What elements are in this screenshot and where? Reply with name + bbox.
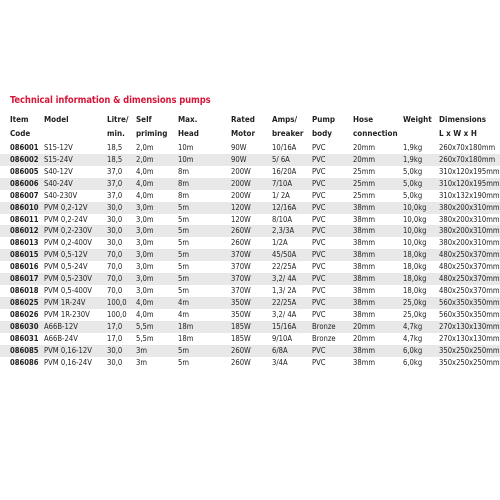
cell-pump-body: PVC	[312, 297, 326, 307]
cell-amps-breaker: 6/8A	[272, 345, 288, 355]
cell-rated-motor: 120W	[231, 202, 251, 212]
cell-litre-min: 18,5	[107, 143, 123, 152]
cell-rated-motor: 200W	[231, 178, 251, 188]
cell-dimensions: 260x70x180mm	[439, 143, 496, 152]
cell-rated-motor: 200W	[231, 190, 251, 200]
cell-item-code: 086025	[10, 297, 39, 307]
cell-amps-breaker: 45/50A	[272, 250, 297, 260]
cell-model: S40-230V	[44, 190, 78, 200]
cell-item-code: 086085	[10, 345, 39, 355]
cell-max-head: 5m	[178, 286, 190, 296]
cell-litre-min: 100,0	[107, 309, 127, 319]
cell-model: PVM 0,16-24V	[44, 357, 92, 367]
cell-rated-motor: 185W	[231, 321, 251, 331]
cell-litre-min: 70,0	[107, 286, 123, 296]
cell-weight: 6,0kg	[403, 357, 423, 367]
cell-weight: 1,9kg	[403, 154, 423, 164]
cell-rated-motor: 200W	[231, 166, 251, 176]
cell-hose-connection: 38mm	[353, 202, 376, 212]
cell-dimensions: 380x200x310mm	[439, 226, 500, 236]
cell-model: PVM 0,5-400V	[44, 286, 92, 296]
cell-self-priming: 3,0m	[136, 238, 154, 248]
cell-hose-connection: 38mm	[353, 309, 376, 319]
table-row	[0, 297, 500, 309]
cell-item-code: 086011	[10, 214, 39, 224]
table-row	[0, 225, 500, 237]
cell-litre-min: 37,0	[107, 166, 123, 176]
cell-amps-breaker: 15/16A	[272, 321, 297, 331]
table-row	[0, 166, 500, 178]
cell-rated-motor: 370W	[231, 286, 251, 296]
cell-pump-body: PVC	[312, 250, 326, 260]
header-amps-breaker-line1: Amps/	[272, 115, 298, 124]
table-row	[0, 309, 500, 321]
cell-max-head: 18m	[178, 321, 194, 331]
cell-amps-breaker: 2,3/3A	[272, 226, 295, 236]
cell-max-head: 5m	[178, 226, 190, 236]
cell-max-head: 5m	[178, 250, 190, 260]
cell-model: S40-12V	[44, 166, 73, 176]
cell-hose-connection: 25mm	[353, 178, 376, 188]
header-rated-motor-line1: Rated	[231, 115, 255, 124]
cell-dimensions: 480x250x370mm	[439, 250, 500, 260]
table-row	[0, 202, 500, 214]
cell-litre-min: 37,0	[107, 178, 123, 188]
cell-amps-breaker: 10/16A	[272, 143, 297, 152]
cell-hose-connection: 38mm	[353, 286, 376, 296]
cell-item-code: 086001	[10, 143, 39, 152]
cell-pump-body: PVC	[312, 178, 326, 188]
header-pump-body-line1: Pump	[312, 115, 336, 124]
cell-rated-motor: 260W	[231, 357, 251, 367]
cell-item-code: 086026	[10, 309, 39, 319]
cell-rated-motor: 370W	[231, 274, 251, 284]
cell-hose-connection: 38mm	[353, 214, 376, 224]
cell-pump-body: PVC	[312, 226, 326, 236]
cell-item-code: 086086	[10, 357, 39, 367]
cell-hose-connection: 38mm	[353, 345, 376, 355]
cell-self-priming: 3m	[136, 357, 148, 367]
cell-amps-breaker: 22/25A	[272, 297, 297, 307]
cell-max-head: 5m	[178, 274, 190, 284]
cell-weight: 6,0kg	[403, 345, 423, 355]
cell-amps-breaker: 3/4A	[272, 357, 288, 367]
cell-amps-breaker: 7/10A	[272, 178, 293, 188]
cell-max-head: 18m	[178, 333, 194, 343]
table-row	[0, 214, 500, 226]
cell-litre-min: 18,5	[107, 154, 123, 164]
cell-rated-motor: 260W	[231, 226, 251, 236]
cell-rated-motor: 120W	[231, 214, 251, 224]
cell-weight: 5,0kg	[403, 178, 423, 188]
cell-pump-body: PVC	[312, 274, 326, 284]
cell-max-head: 4m	[178, 309, 190, 319]
cell-litre-min: 30,0	[107, 238, 123, 248]
cell-max-head: 4m	[178, 297, 190, 307]
cell-self-priming: 5,5m	[136, 321, 154, 331]
cell-litre-min: 30,0	[107, 357, 123, 367]
table-row	[0, 273, 500, 285]
cell-litre-min: 70,0	[107, 262, 123, 272]
header-weight-line1: Weight	[403, 115, 432, 124]
cell-max-head: 10m	[178, 154, 194, 164]
table-header	[0, 113, 500, 141]
cell-rated-motor: 370W	[231, 262, 251, 272]
cell-litre-min: 30,0	[107, 214, 123, 224]
cell-self-priming: 3,0m	[136, 274, 154, 284]
table-row	[0, 154, 500, 166]
cell-dimensions: 380x200x310mm	[439, 202, 500, 212]
cell-rated-motor: 260W	[231, 238, 251, 248]
cell-amps-breaker: 1,3/ 2A	[272, 286, 297, 296]
cell-dimensions: 350x250x250mm	[439, 357, 500, 367]
header-pump-body-line2: body	[312, 129, 332, 138]
cell-model: PVM 1R-24V	[44, 297, 86, 307]
cell-rated-motor: 260W	[231, 345, 251, 355]
cell-model: S15-12V	[44, 143, 73, 152]
table-title: Technical information & dimensions pumps	[10, 95, 211, 106]
cell-self-priming: 2,0m	[136, 143, 154, 152]
cell-model: PVM 1R-230V	[44, 309, 90, 319]
header-litre-min-line2: min.	[107, 129, 125, 138]
cell-amps-breaker: 1/ 2A	[272, 190, 290, 200]
cell-max-head: 8m	[178, 190, 190, 200]
cell-weight: 18,0kg	[403, 286, 427, 296]
table-row	[0, 237, 500, 249]
cell-pump-body: PVC	[312, 214, 326, 224]
cell-amps-breaker: 3,2/ 4A	[272, 274, 297, 284]
cell-litre-min: 70,0	[107, 250, 123, 260]
cell-max-head: 5m	[178, 202, 190, 212]
cell-dimensions: 260x70x180mm	[439, 154, 496, 164]
header-hose-connection-line1: Hose	[353, 115, 374, 124]
cell-hose-connection: 38mm	[353, 357, 376, 367]
cell-self-priming: 3,0m	[136, 226, 154, 236]
cell-weight: 5,0kg	[403, 190, 423, 200]
header-dimensions-line2: L x W x H	[439, 129, 477, 138]
cell-dimensions: 560x350x350mm	[439, 297, 500, 307]
cell-self-priming: 4,0m	[136, 297, 154, 307]
cell-pump-body: PVC	[312, 309, 326, 319]
cell-self-priming: 5,5m	[136, 333, 154, 343]
cell-dimensions: 310x120x195mm	[439, 166, 500, 176]
cell-model: S40-24V	[44, 178, 73, 188]
cell-weight: 10,0kg	[403, 238, 427, 248]
cell-rated-motor: 350W	[231, 297, 251, 307]
cell-hose-connection: 38mm	[353, 250, 376, 260]
cell-pump-body: PVC	[312, 143, 326, 152]
cell-hose-connection: 38mm	[353, 262, 376, 272]
cell-pump-body: PVC	[312, 345, 326, 355]
cell-litre-min: 70,0	[107, 274, 123, 284]
cell-item-code: 086002	[10, 154, 39, 164]
cell-rated-motor: 90W	[231, 154, 247, 164]
cell-weight: 18,0kg	[403, 262, 427, 272]
cell-hose-connection: 20mm	[353, 143, 376, 152]
header-model-line1: Model	[44, 115, 69, 124]
cell-hose-connection: 20mm	[353, 321, 376, 331]
cell-hose-connection: 20mm	[353, 154, 376, 164]
cell-item-code: 086012	[10, 226, 39, 236]
cell-pump-body: PVC	[312, 262, 326, 272]
cell-item-code: 086010	[10, 202, 39, 212]
cell-pump-body: PVC	[312, 166, 326, 176]
cell-pump-body: Bronze	[312, 321, 336, 331]
cell-hose-connection: 25mm	[353, 166, 376, 176]
cell-model: S15-24V	[44, 154, 73, 164]
cell-amps-breaker: 1/2A	[272, 238, 288, 248]
cell-model: PVM 0,5-12V	[44, 250, 88, 260]
cell-litre-min: 100,0	[107, 297, 127, 307]
table-row	[0, 249, 500, 261]
cell-dimensions: 270x130x130mm	[439, 333, 500, 343]
cell-self-priming: 3,0m	[136, 202, 154, 212]
cell-pump-body: PVC	[312, 357, 326, 367]
cell-self-priming: 3,0m	[136, 262, 154, 272]
cell-max-head: 5m	[178, 357, 190, 367]
cell-model: PVM 0,5-230V	[44, 274, 92, 284]
cell-litre-min: 17,0	[107, 333, 123, 343]
cell-self-priming: 4,0m	[136, 309, 154, 319]
cell-litre-min: 30,0	[107, 226, 123, 236]
cell-weight: 18,0kg	[403, 250, 427, 260]
cell-pump-body: PVC	[312, 238, 326, 248]
cell-dimensions: 480x250x370mm	[439, 262, 500, 272]
cell-item-code: 086030	[10, 321, 39, 331]
table-row	[0, 357, 500, 369]
cell-weight: 25,0kg	[403, 297, 427, 307]
header-item-code-line2: Code	[10, 129, 31, 138]
cell-amps-breaker: 9/10A	[272, 333, 293, 343]
cell-model: A66B-24V	[44, 333, 78, 343]
cell-dimensions: 310x132x190mm	[439, 190, 500, 200]
cell-rated-motor: 90W	[231, 143, 247, 152]
cell-amps-breaker: 5/ 6A	[272, 154, 290, 164]
cell-pump-body: PVC	[312, 154, 326, 164]
table-row	[0, 190, 500, 202]
cell-item-code: 086006	[10, 178, 39, 188]
header-dimensions-line1: Dimensions	[439, 115, 487, 124]
header-hose-connection-line2: connection	[353, 129, 398, 138]
cell-amps-breaker: 8/10A	[272, 214, 293, 224]
cell-litre-min: 30,0	[107, 202, 123, 212]
cell-max-head: 5m	[178, 214, 190, 224]
cell-amps-breaker: 12/16A	[272, 202, 297, 212]
cell-weight: 10,0kg	[403, 214, 427, 224]
cell-pump-body: Bronze	[312, 333, 336, 343]
cell-weight: 25,0kg	[403, 309, 427, 319]
cell-hose-connection: 38mm	[353, 238, 376, 248]
cell-weight: 10,0kg	[403, 226, 427, 236]
cell-item-code: 086017	[10, 274, 39, 284]
cell-self-priming: 4,0m	[136, 166, 154, 176]
table-row	[0, 285, 500, 297]
cell-max-head: 5m	[178, 262, 190, 272]
cell-amps-breaker: 16/20A	[272, 166, 297, 176]
cell-self-priming: 4,0m	[136, 178, 154, 188]
cell-max-head: 8m	[178, 178, 190, 188]
cell-model: PVM 0,16-12V	[44, 345, 92, 355]
cell-weight: 18,0kg	[403, 274, 427, 284]
cell-item-code: 086005	[10, 166, 39, 176]
cell-weight: 5,0kg	[403, 166, 423, 176]
cell-item-code: 086031	[10, 333, 39, 343]
cell-model: PVM 0,2-230V	[44, 226, 92, 236]
cell-self-priming: 3,0m	[136, 250, 154, 260]
cell-dimensions: 380x200x310mm	[439, 238, 500, 248]
cell-dimensions: 270x130x130mm	[439, 321, 500, 331]
cell-item-code: 086015	[10, 250, 39, 260]
cell-dimensions: 380x200x310mm	[439, 214, 500, 224]
cell-dimensions: 480x250x370mm	[439, 274, 500, 284]
cell-dimensions: 480x250x370mm	[439, 286, 500, 296]
header-max-head-line2: Head	[178, 129, 199, 138]
cell-self-priming: 2,0m	[136, 154, 154, 164]
cell-self-priming: 4,0m	[136, 190, 154, 200]
cell-litre-min: 30,0	[107, 345, 123, 355]
cell-max-head: 5m	[178, 238, 190, 248]
cell-hose-connection: 20mm	[353, 333, 376, 343]
table-row	[0, 345, 500, 357]
cell-max-head: 5m	[178, 345, 190, 355]
cell-item-code: 086013	[10, 238, 39, 248]
cell-hose-connection: 38mm	[353, 297, 376, 307]
cell-self-priming: 3,0m	[136, 214, 154, 224]
header-self-priming-line2: priming	[136, 129, 168, 138]
cell-model: PVM 0,2-24V	[44, 214, 88, 224]
cell-self-priming: 3m	[136, 345, 148, 355]
cell-item-code: 086007	[10, 190, 39, 200]
cell-max-head: 10m	[178, 143, 194, 152]
cell-model: A66B-12V	[44, 321, 78, 331]
header-max-head-line1: Max.	[178, 115, 198, 124]
cell-litre-min: 37,0	[107, 190, 123, 200]
header-rated-motor-line2: Motor	[231, 129, 256, 138]
cell-pump-body: PVC	[312, 286, 326, 296]
cell-dimensions: 310x120x195mm	[439, 178, 500, 188]
header-amps-breaker-line2: breaker	[272, 129, 304, 138]
cell-rated-motor: 370W	[231, 250, 251, 260]
cell-amps-breaker: 22/25A	[272, 262, 297, 272]
cell-pump-body: PVC	[312, 202, 326, 212]
table-row	[0, 178, 500, 190]
cell-model: PVM 0,2-12V	[44, 202, 88, 212]
cell-rated-motor: 350W	[231, 309, 251, 319]
cell-weight: 4,7kg	[403, 321, 423, 331]
cell-rated-motor: 185W	[231, 333, 251, 343]
cell-model: PVM 0,2-400V	[44, 238, 92, 248]
cell-amps-breaker: 3,2/ 4A	[272, 309, 297, 319]
header-item-code-line1: Item	[10, 115, 29, 124]
cell-model: PVM 0,5-24V	[44, 262, 88, 272]
cell-item-code: 086016	[10, 262, 39, 272]
cell-hose-connection: 38mm	[353, 226, 376, 236]
cell-dimensions: 560x350x350mm	[439, 309, 500, 319]
cell-item-code: 086018	[10, 286, 39, 296]
cell-weight: 10,0kg	[403, 202, 427, 212]
table-row	[0, 321, 500, 333]
cell-self-priming: 3,0m	[136, 286, 154, 296]
header-self-priming-line1: Self	[136, 115, 152, 124]
table-row	[0, 333, 500, 345]
cell-pump-body: PVC	[312, 190, 326, 200]
cell-weight: 1,9kg	[403, 143, 423, 152]
table-body	[0, 142, 500, 369]
cell-dimensions: 350x250x250mm	[439, 345, 500, 355]
cell-hose-connection: 25mm	[353, 190, 376, 200]
cell-litre-min: 17,0	[107, 321, 123, 331]
table-row	[0, 142, 500, 154]
table-row	[0, 261, 500, 273]
cell-max-head: 8m	[178, 166, 190, 176]
cell-weight: 4,7kg	[403, 333, 423, 343]
cell-hose-connection: 38mm	[353, 274, 376, 284]
header-litre-min-line1: Litre/	[107, 115, 129, 124]
